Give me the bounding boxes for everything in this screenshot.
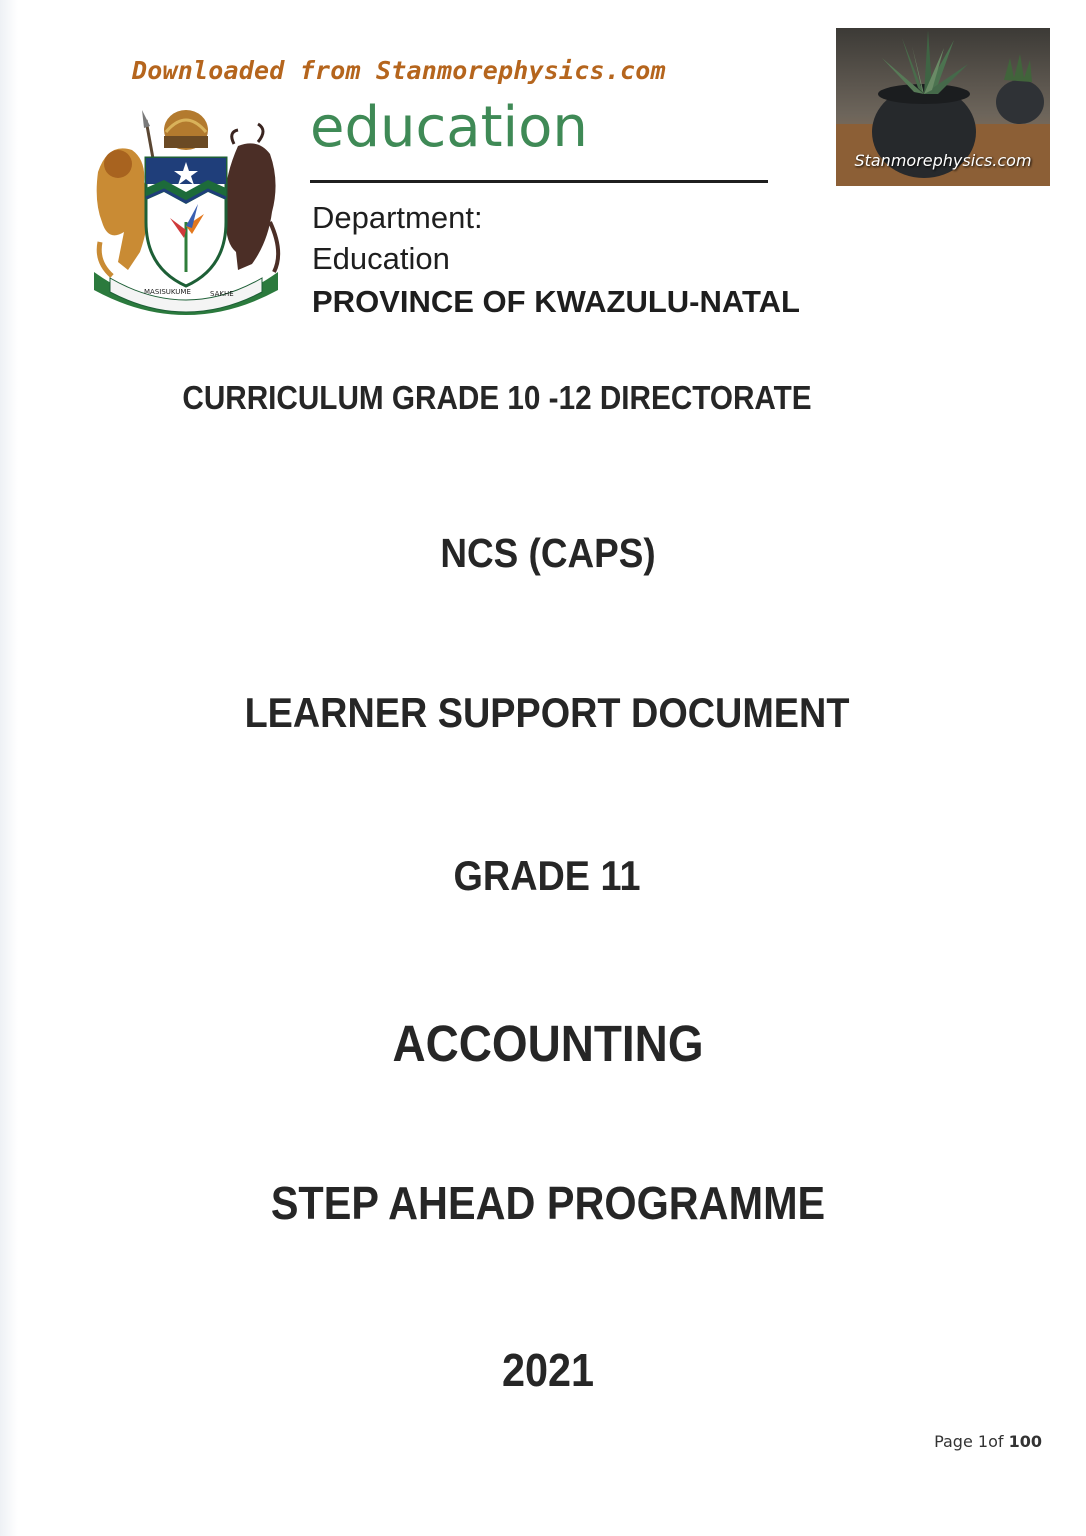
- plant-photo: [836, 28, 1050, 186]
- grade-heading: GRADE 11: [453, 852, 641, 899]
- coat-of-arms-icon: [88, 102, 284, 318]
- header-divider: [310, 180, 768, 183]
- watermark-caption: Stanmorephysics.com: [854, 151, 1032, 170]
- download-banner[interactable]: Downloaded from Stanmorephysics.com: [132, 56, 666, 85]
- page-number: [934, 1432, 1042, 1451]
- brand-word: education: [310, 95, 588, 160]
- scan-edge: [0, 0, 18, 1536]
- page-of: of: [988, 1432, 1004, 1451]
- year-heading: 2021: [501, 1344, 595, 1396]
- motto-left: MASISUKUME: [144, 288, 191, 296]
- curriculum-heading: NCS (CAPS): [440, 530, 656, 576]
- department-name: Education: [312, 241, 450, 276]
- page-current: 1: [977, 1432, 989, 1451]
- document-type-heading: LEARNER SUPPORT DOCUMENT: [244, 689, 850, 736]
- programme-heading: STEP AHEAD PROGRAMME: [270, 1177, 826, 1229]
- directorate-heading: CURRICULUM GRADE 10 -12 DIRECTORATE: [182, 379, 812, 416]
- department-label: Department:: [312, 200, 483, 235]
- page-total: 100: [1008, 1432, 1042, 1451]
- page-prefix: Page: [934, 1432, 973, 1451]
- subject-heading: ACCOUNTING: [392, 1015, 704, 1072]
- motto-right: SAKHE: [210, 290, 234, 298]
- province-name: PROVINCE OF KWAZULU-NATAL: [312, 284, 800, 319]
